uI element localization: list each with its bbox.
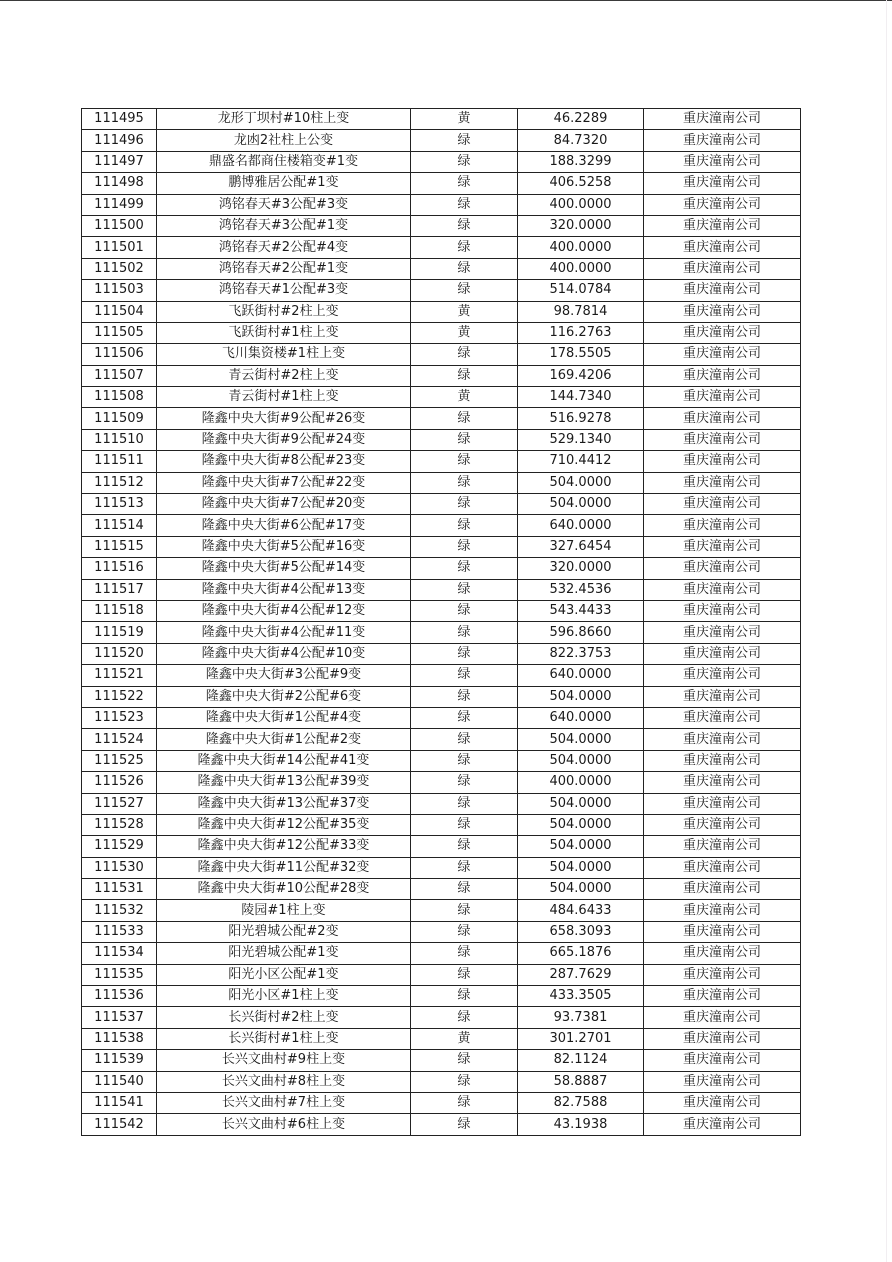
cell-id: 111503 <box>82 280 157 301</box>
cell-id: 111538 <box>82 1028 157 1049</box>
cell-value: 178.5505 <box>518 344 644 365</box>
cell-value: 504.0000 <box>518 494 644 515</box>
cell-company: 重庆潼南公司 <box>644 429 801 450</box>
cell-company: 重庆潼南公司 <box>644 494 801 515</box>
cell-id: 111539 <box>82 1050 157 1071</box>
cell-company: 重庆潼南公司 <box>644 280 801 301</box>
table-row <box>82 772 801 793</box>
table-row <box>82 643 801 664</box>
cell-level: 绿 <box>411 900 518 921</box>
cell-id: 111524 <box>82 729 157 750</box>
cell-level: 绿 <box>411 707 518 728</box>
cell-id: 111523 <box>82 707 157 728</box>
cell-name: 鼎盛名都商住楼箱变#1变 <box>157 151 411 172</box>
cell-level: 绿 <box>411 600 518 621</box>
cell-level: 绿 <box>411 622 518 643</box>
cell-value: 93.7381 <box>518 1007 644 1028</box>
cell-level: 绿 <box>411 772 518 793</box>
cell-name: 隆鑫中央大街#11公配#32变 <box>157 857 411 878</box>
cell-name: 长兴文曲村#6柱上变 <box>157 1114 411 1135</box>
table-row <box>82 109 801 130</box>
cell-company: 重庆潼南公司 <box>644 964 801 985</box>
cell-level: 绿 <box>411 986 518 1007</box>
cell-company: 重庆潼南公司 <box>644 643 801 664</box>
cell-value: 665.1876 <box>518 943 644 964</box>
cell-name: 隆鑫中央大街#6公配#17变 <box>157 515 411 536</box>
cell-value: 640.0000 <box>518 515 644 536</box>
cell-id: 111495 <box>82 109 157 130</box>
cell-value: 710.4412 <box>518 451 644 472</box>
table-row <box>82 1114 801 1135</box>
table-row <box>82 1028 801 1049</box>
table-row <box>82 151 801 172</box>
cell-company: 重庆潼南公司 <box>644 258 801 279</box>
cell-value: 188.3299 <box>518 151 644 172</box>
cell-company: 重庆潼南公司 <box>644 109 801 130</box>
table-row <box>82 964 801 985</box>
cell-id: 111541 <box>82 1092 157 1113</box>
cell-name: 隆鑫中央大街#5公配#16变 <box>157 536 411 557</box>
cell-company: 重庆潼南公司 <box>644 857 801 878</box>
cell-level: 绿 <box>411 1114 518 1135</box>
table-row <box>82 558 801 579</box>
page-top-edge <box>0 0 892 1</box>
cell-name: 隆鑫中央大街#4公配#10变 <box>157 643 411 664</box>
cell-company: 重庆潼南公司 <box>644 986 801 1007</box>
cell-company: 重庆潼南公司 <box>644 1071 801 1092</box>
cell-name: 青云街村#1柱上变 <box>157 387 411 408</box>
cell-name: 隆鑫中央大街#4公配#13变 <box>157 579 411 600</box>
cell-id: 111519 <box>82 622 157 643</box>
table-row <box>82 1092 801 1113</box>
table-row <box>82 921 801 942</box>
cell-id: 111542 <box>82 1114 157 1135</box>
cell-id: 111522 <box>82 686 157 707</box>
cell-name: 龙凼2社柱上公变 <box>157 130 411 151</box>
cell-company: 重庆潼南公司 <box>644 1007 801 1028</box>
cell-id: 111517 <box>82 579 157 600</box>
cell-company: 重庆潼南公司 <box>644 772 801 793</box>
cell-company: 重庆潼南公司 <box>644 301 801 322</box>
table-body <box>82 109 801 1136</box>
cell-name: 隆鑫中央大街#8公配#23变 <box>157 451 411 472</box>
cell-company: 重庆潼南公司 <box>644 1028 801 1049</box>
cell-value: 84.7320 <box>518 130 644 151</box>
cell-level: 绿 <box>411 879 518 900</box>
table-row <box>82 900 801 921</box>
cell-level: 黄 <box>411 322 518 343</box>
cell-level: 绿 <box>411 451 518 472</box>
cell-company: 重庆潼南公司 <box>644 836 801 857</box>
cell-name: 隆鑫中央大街#10公配#28变 <box>157 879 411 900</box>
table-row <box>82 215 801 236</box>
cell-value: 504.0000 <box>518 750 644 771</box>
cell-id: 111501 <box>82 237 157 258</box>
cell-name: 隆鑫中央大街#7公配#20变 <box>157 494 411 515</box>
cell-id: 111506 <box>82 344 157 365</box>
cell-level: 绿 <box>411 344 518 365</box>
cell-id: 111515 <box>82 536 157 557</box>
table-row <box>82 322 801 343</box>
cell-id: 111518 <box>82 600 157 621</box>
cell-name: 隆鑫中央大街#4公配#11变 <box>157 622 411 643</box>
cell-id: 111499 <box>82 194 157 215</box>
table-row <box>82 173 801 194</box>
cell-id: 111520 <box>82 643 157 664</box>
cell-id: 111504 <box>82 301 157 322</box>
cell-value: 514.0784 <box>518 280 644 301</box>
table-row <box>82 943 801 964</box>
cell-value: 640.0000 <box>518 707 644 728</box>
cell-value: 504.0000 <box>518 729 644 750</box>
cell-company: 重庆潼南公司 <box>644 707 801 728</box>
cell-company: 重庆潼南公司 <box>644 472 801 493</box>
cell-id: 111531 <box>82 879 157 900</box>
cell-id: 111532 <box>82 900 157 921</box>
cell-level: 绿 <box>411 1092 518 1113</box>
table-row <box>82 451 801 472</box>
cell-level: 绿 <box>411 130 518 151</box>
cell-level: 绿 <box>411 750 518 771</box>
cell-value: 43.1938 <box>518 1114 644 1135</box>
cell-value: 287.7629 <box>518 964 644 985</box>
cell-id: 111526 <box>82 772 157 793</box>
cell-name: 隆鑫中央大街#4公配#12变 <box>157 600 411 621</box>
cell-name: 飞跃街村#2柱上变 <box>157 301 411 322</box>
table-row <box>82 879 801 900</box>
cell-company: 重庆潼南公司 <box>644 879 801 900</box>
table-row <box>82 1071 801 1092</box>
cell-name: 隆鑫中央大街#13公配#39变 <box>157 772 411 793</box>
table-row <box>82 344 801 365</box>
cell-value: 58.8887 <box>518 1071 644 1092</box>
cell-value: 504.0000 <box>518 472 644 493</box>
table-row <box>82 408 801 429</box>
cell-name: 长兴文曲村#8柱上变 <box>157 1071 411 1092</box>
cell-value: 98.7814 <box>518 301 644 322</box>
cell-value: 658.3093 <box>518 921 644 942</box>
table-row <box>82 536 801 557</box>
cell-id: 111512 <box>82 472 157 493</box>
cell-value: 400.0000 <box>518 772 644 793</box>
cell-company: 重庆潼南公司 <box>644 515 801 536</box>
table-row <box>82 280 801 301</box>
cell-id: 111528 <box>82 814 157 835</box>
cell-name: 飞跃街村#1柱上变 <box>157 322 411 343</box>
cell-company: 重庆潼南公司 <box>644 1050 801 1071</box>
cell-level: 绿 <box>411 836 518 857</box>
cell-company: 重庆潼南公司 <box>644 536 801 557</box>
cell-name: 长兴街村#1柱上变 <box>157 1028 411 1049</box>
cell-id: 111536 <box>82 986 157 1007</box>
cell-value: 400.0000 <box>518 258 644 279</box>
cell-id: 111502 <box>82 258 157 279</box>
cell-name: 隆鑫中央大街#7公配#22变 <box>157 472 411 493</box>
cell-level: 绿 <box>411 579 518 600</box>
cell-company: 重庆潼南公司 <box>644 943 801 964</box>
cell-company: 重庆潼南公司 <box>644 900 801 921</box>
table-row <box>82 600 801 621</box>
table-row <box>82 365 801 386</box>
cell-id: 111537 <box>82 1007 157 1028</box>
cell-name: 隆鑫中央大街#12公配#33变 <box>157 836 411 857</box>
table-row <box>82 707 801 728</box>
cell-value: 640.0000 <box>518 665 644 686</box>
cell-level: 绿 <box>411 665 518 686</box>
cell-level: 绿 <box>411 365 518 386</box>
cell-id: 111530 <box>82 857 157 878</box>
cell-name: 鸿铭春天#3公配#1变 <box>157 215 411 236</box>
cell-company: 重庆潼南公司 <box>644 344 801 365</box>
cell-company: 重庆潼南公司 <box>644 151 801 172</box>
table-row <box>82 237 801 258</box>
cell-name: 隆鑫中央大街#13公配#37变 <box>157 793 411 814</box>
table-row <box>82 301 801 322</box>
cell-level: 绿 <box>411 729 518 750</box>
cell-level: 绿 <box>411 515 518 536</box>
cell-name: 鸿铭春天#2公配#1变 <box>157 258 411 279</box>
cell-id: 111521 <box>82 665 157 686</box>
cell-level: 黄 <box>411 109 518 130</box>
table-row <box>82 729 801 750</box>
cell-id: 111535 <box>82 964 157 985</box>
table-row <box>82 1050 801 1071</box>
cell-value: 116.2763 <box>518 322 644 343</box>
cell-level: 绿 <box>411 1007 518 1028</box>
cell-value: 144.7340 <box>518 387 644 408</box>
cell-company: 重庆潼南公司 <box>644 365 801 386</box>
table-row <box>82 494 801 515</box>
cell-id: 111498 <box>82 173 157 194</box>
cell-level: 绿 <box>411 686 518 707</box>
cell-value: 504.0000 <box>518 857 644 878</box>
cell-value: 327.6454 <box>518 536 644 557</box>
cell-name: 青云街村#2柱上变 <box>157 365 411 386</box>
cell-company: 重庆潼南公司 <box>644 729 801 750</box>
cell-level: 绿 <box>411 494 518 515</box>
cell-value: 400.0000 <box>518 194 644 215</box>
cell-name: 隆鑫中央大街#9公配#24变 <box>157 429 411 450</box>
cell-company: 重庆潼南公司 <box>644 622 801 643</box>
table-row <box>82 472 801 493</box>
cell-company: 重庆潼南公司 <box>644 600 801 621</box>
cell-id: 111509 <box>82 408 157 429</box>
cell-name: 陵园#1柱上变 <box>157 900 411 921</box>
page-right-edge <box>886 0 887 1262</box>
table-row <box>82 258 801 279</box>
table-row <box>82 387 801 408</box>
cell-level: 绿 <box>411 1071 518 1092</box>
cell-id: 111505 <box>82 322 157 343</box>
cell-name: 隆鑫中央大街#5公配#14变 <box>157 558 411 579</box>
cell-name: 飞川集资楼#1柱上变 <box>157 344 411 365</box>
cell-name: 阳光小区公配#1变 <box>157 964 411 985</box>
table-row <box>82 130 801 151</box>
table-row <box>82 686 801 707</box>
table-row <box>82 857 801 878</box>
cell-value: 169.4206 <box>518 365 644 386</box>
cell-value: 504.0000 <box>518 686 644 707</box>
table-row <box>82 986 801 1007</box>
cell-value: 484.6433 <box>518 900 644 921</box>
cell-id: 111525 <box>82 750 157 771</box>
cell-value: 543.4433 <box>518 600 644 621</box>
cell-name: 隆鑫中央大街#1公配#2变 <box>157 729 411 750</box>
cell-level: 绿 <box>411 558 518 579</box>
cell-company: 重庆潼南公司 <box>644 750 801 771</box>
cell-id: 111534 <box>82 943 157 964</box>
cell-company: 重庆潼南公司 <box>644 814 801 835</box>
cell-name: 长兴街村#2柱上变 <box>157 1007 411 1028</box>
cell-level: 绿 <box>411 472 518 493</box>
cell-name: 阳光碧城公配#1变 <box>157 943 411 964</box>
cell-level: 绿 <box>411 408 518 429</box>
cell-value: 822.3753 <box>518 643 644 664</box>
cell-name: 隆鑫中央大街#14公配#41变 <box>157 750 411 771</box>
cell-level: 黄 <box>411 1028 518 1049</box>
cell-level: 绿 <box>411 964 518 985</box>
cell-level: 绿 <box>411 793 518 814</box>
cell-company: 重庆潼南公司 <box>644 215 801 236</box>
cell-name: 隆鑫中央大街#1公配#4变 <box>157 707 411 728</box>
table-row <box>82 429 801 450</box>
cell-company: 重庆潼南公司 <box>644 451 801 472</box>
cell-id: 111527 <box>82 793 157 814</box>
cell-company: 重庆潼南公司 <box>644 558 801 579</box>
cell-company: 重庆潼南公司 <box>644 387 801 408</box>
cell-value: 82.7588 <box>518 1092 644 1113</box>
cell-name: 隆鑫中央大街#12公配#35变 <box>157 814 411 835</box>
cell-value: 301.2701 <box>518 1028 644 1049</box>
cell-level: 绿 <box>411 194 518 215</box>
cell-id: 111510 <box>82 429 157 450</box>
table-row <box>82 515 801 536</box>
cell-name: 鸿铭春天#1公配#3变 <box>157 280 411 301</box>
table-row <box>82 579 801 600</box>
cell-level: 绿 <box>411 1050 518 1071</box>
cell-id: 111516 <box>82 558 157 579</box>
cell-level: 绿 <box>411 857 518 878</box>
cell-id: 111511 <box>82 451 157 472</box>
cell-value: 529.1340 <box>518 429 644 450</box>
cell-level: 黄 <box>411 301 518 322</box>
cell-value: 320.0000 <box>518 558 644 579</box>
cell-name: 鸿铭春天#3公配#3变 <box>157 194 411 215</box>
cell-company: 重庆潼南公司 <box>644 665 801 686</box>
table-row <box>82 836 801 857</box>
cell-company: 重庆潼南公司 <box>644 130 801 151</box>
cell-company: 重庆潼南公司 <box>644 1092 801 1113</box>
cell-id: 111529 <box>82 836 157 857</box>
cell-id: 111497 <box>82 151 157 172</box>
cell-level: 绿 <box>411 173 518 194</box>
cell-value: 504.0000 <box>518 793 644 814</box>
cell-level: 绿 <box>411 643 518 664</box>
table-row <box>82 622 801 643</box>
cell-id: 111507 <box>82 365 157 386</box>
cell-id: 111540 <box>82 1071 157 1092</box>
cell-level: 绿 <box>411 921 518 942</box>
cell-id: 111514 <box>82 515 157 536</box>
cell-company: 重庆潼南公司 <box>644 793 801 814</box>
cell-value: 320.0000 <box>518 215 644 236</box>
cell-company: 重庆潼南公司 <box>644 408 801 429</box>
cell-value: 406.5258 <box>518 173 644 194</box>
cell-company: 重庆潼南公司 <box>644 686 801 707</box>
cell-level: 黄 <box>411 387 518 408</box>
cell-level: 绿 <box>411 280 518 301</box>
cell-name: 龙形丁坝村#10柱上变 <box>157 109 411 130</box>
cell-name: 长兴文曲村#9柱上变 <box>157 1050 411 1071</box>
table-row <box>82 814 801 835</box>
cell-value: 433.3505 <box>518 986 644 1007</box>
cell-company: 重庆潼南公司 <box>644 921 801 942</box>
cell-value: 596.8660 <box>518 622 644 643</box>
cell-name: 隆鑫中央大街#3公配#9变 <box>157 665 411 686</box>
cell-name: 阳光碧城公配#2变 <box>157 921 411 942</box>
table-row <box>82 750 801 771</box>
cell-id: 111500 <box>82 215 157 236</box>
cell-level: 绿 <box>411 429 518 450</box>
cell-company: 重庆潼南公司 <box>644 173 801 194</box>
cell-value: 504.0000 <box>518 836 644 857</box>
cell-name: 鹏博雅居公配#1变 <box>157 173 411 194</box>
cell-id: 111533 <box>82 921 157 942</box>
cell-id: 111496 <box>82 130 157 151</box>
cell-value: 516.9278 <box>518 408 644 429</box>
cell-level: 绿 <box>411 237 518 258</box>
table-row <box>82 1007 801 1028</box>
cell-value: 504.0000 <box>518 814 644 835</box>
cell-level: 绿 <box>411 536 518 557</box>
cell-name: 隆鑫中央大街#2公配#6变 <box>157 686 411 707</box>
cell-level: 绿 <box>411 215 518 236</box>
cell-value: 532.4536 <box>518 579 644 600</box>
table-row <box>82 194 801 215</box>
cell-level: 绿 <box>411 943 518 964</box>
cell-company: 重庆潼南公司 <box>644 237 801 258</box>
transformer-table <box>81 108 801 1136</box>
cell-id: 111513 <box>82 494 157 515</box>
cell-company: 重庆潼南公司 <box>644 579 801 600</box>
cell-name: 阳光小区#1柱上变 <box>157 986 411 1007</box>
table-row <box>82 665 801 686</box>
cell-value: 504.0000 <box>518 879 644 900</box>
cell-name: 隆鑫中央大街#9公配#26变 <box>157 408 411 429</box>
cell-name: 鸿铭春天#2公配#4变 <box>157 237 411 258</box>
cell-level: 绿 <box>411 258 518 279</box>
cell-value: 400.0000 <box>518 237 644 258</box>
cell-level: 绿 <box>411 814 518 835</box>
cell-value: 46.2289 <box>518 109 644 130</box>
table-row <box>82 793 801 814</box>
cell-id: 111508 <box>82 387 157 408</box>
cell-level: 绿 <box>411 151 518 172</box>
cell-company: 重庆潼南公司 <box>644 1114 801 1135</box>
cell-value: 82.1124 <box>518 1050 644 1071</box>
cell-name: 长兴文曲村#7柱上变 <box>157 1092 411 1113</box>
cell-company: 重庆潼南公司 <box>644 194 801 215</box>
cell-company: 重庆潼南公司 <box>644 322 801 343</box>
